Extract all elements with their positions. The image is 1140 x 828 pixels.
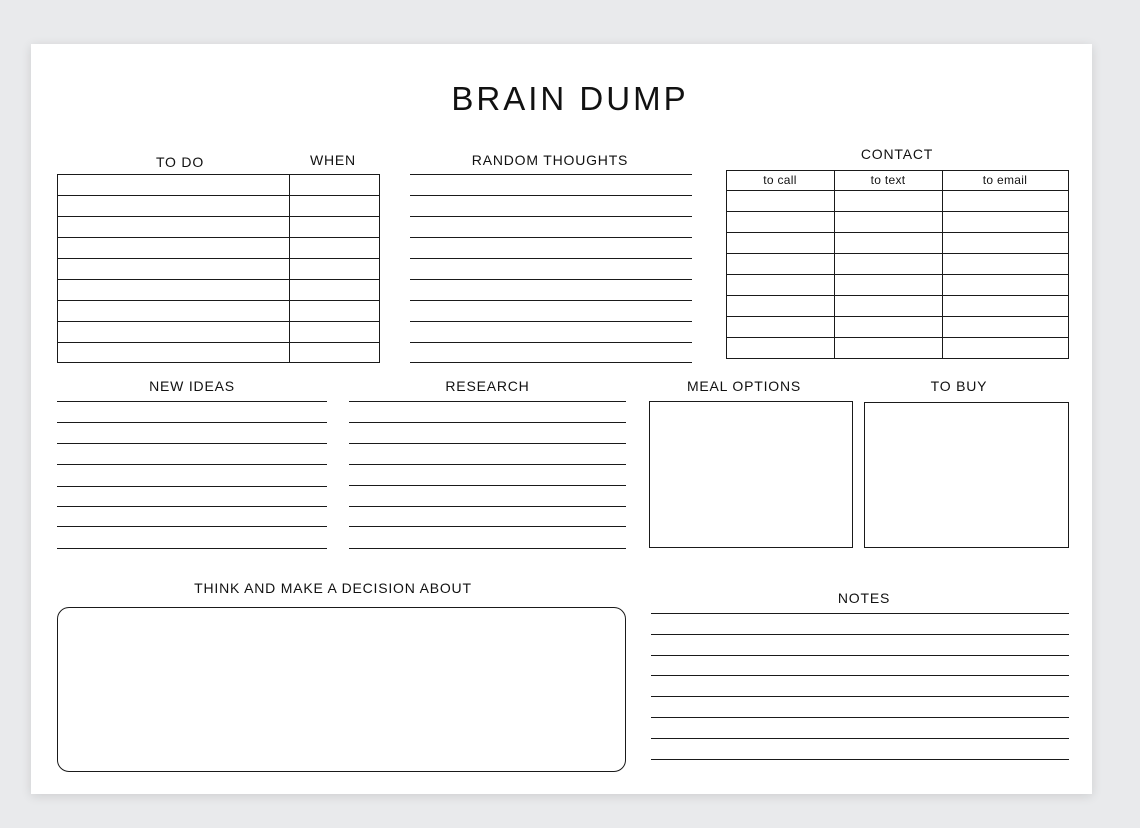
- decision-box: [57, 607, 626, 772]
- meal-options-heading: MEAL OPTIONS: [686, 378, 802, 394]
- todo-row-line: [57, 258, 380, 259]
- thought-line: [410, 279, 692, 280]
- contact-divider-2: [942, 170, 943, 359]
- todo-heading: TO DO: [155, 154, 205, 170]
- idea-line: [57, 506, 327, 507]
- research-line: [349, 422, 626, 423]
- research-line: [349, 401, 626, 402]
- contact-row-line: [726, 274, 1069, 275]
- thought-line: [410, 258, 692, 259]
- contact-row-line: [726, 337, 1069, 338]
- research-line: [349, 464, 626, 465]
- note-line: [651, 696, 1069, 697]
- thought-line: [410, 216, 692, 217]
- research-line: [349, 443, 626, 444]
- page-title: BRAIN DUMP: [451, 80, 689, 117]
- todo-row-line: [57, 195, 380, 196]
- contact-row-line: [726, 253, 1069, 254]
- idea-line: [57, 464, 327, 465]
- todo-when-divider: [289, 174, 290, 363]
- idea-line: [57, 526, 327, 527]
- todo-row-line: [57, 321, 380, 322]
- thought-line: [410, 321, 692, 322]
- idea-line: [57, 422, 327, 423]
- to-buy-box: [864, 402, 1069, 548]
- idea-line: [57, 548, 327, 549]
- contact-row-line: [726, 316, 1069, 317]
- contact-heading: CONTACT: [860, 146, 934, 162]
- thought-line: [410, 300, 692, 301]
- todo-table: [57, 174, 380, 363]
- todo-row-line: [57, 237, 380, 238]
- note-line: [651, 759, 1069, 760]
- research-line: [349, 485, 626, 486]
- research-heading: RESEARCH: [445, 378, 530, 394]
- todo-row-line: [57, 279, 380, 280]
- thought-line: [410, 362, 692, 363]
- research-line: [349, 506, 626, 507]
- contact-table: [726, 170, 1069, 359]
- thought-line: [410, 342, 692, 343]
- idea-line: [57, 443, 327, 444]
- contact-col-call: to call: [763, 173, 797, 187]
- to-buy-heading: TO BUY: [930, 378, 988, 394]
- note-line: [651, 613, 1069, 614]
- idea-line: [57, 486, 327, 487]
- note-line: [651, 717, 1069, 718]
- todo-row-line: [57, 342, 380, 343]
- research-line: [349, 526, 626, 527]
- random-thoughts-heading: RANDOM THOUGHTS: [471, 152, 629, 168]
- idea-line: [57, 401, 327, 402]
- thought-line: [410, 195, 692, 196]
- contact-col-email: to email: [982, 173, 1028, 187]
- contact-row-line: [726, 232, 1069, 233]
- note-line: [651, 738, 1069, 739]
- contact-row-line: [726, 190, 1069, 191]
- research-line: [349, 548, 626, 549]
- note-line: [651, 655, 1069, 656]
- thought-line: [410, 237, 692, 238]
- contact-row-line: [726, 211, 1069, 212]
- contact-col-text: to text: [870, 173, 906, 187]
- meal-options-box: [649, 401, 853, 548]
- todo-row-line: [57, 300, 380, 301]
- decision-heading: THINK AND MAKE A DECISION ABOUT: [194, 580, 472, 596]
- new-ideas-heading: NEW IDEAS: [149, 378, 235, 394]
- note-line: [651, 675, 1069, 676]
- when-heading: WHEN: [310, 152, 356, 168]
- contact-row-line: [726, 295, 1069, 296]
- todo-row-line: [57, 216, 380, 217]
- note-line: [651, 634, 1069, 635]
- notes-heading: NOTES: [837, 590, 891, 606]
- contact-divider-1: [834, 170, 835, 359]
- thought-line: [410, 174, 692, 175]
